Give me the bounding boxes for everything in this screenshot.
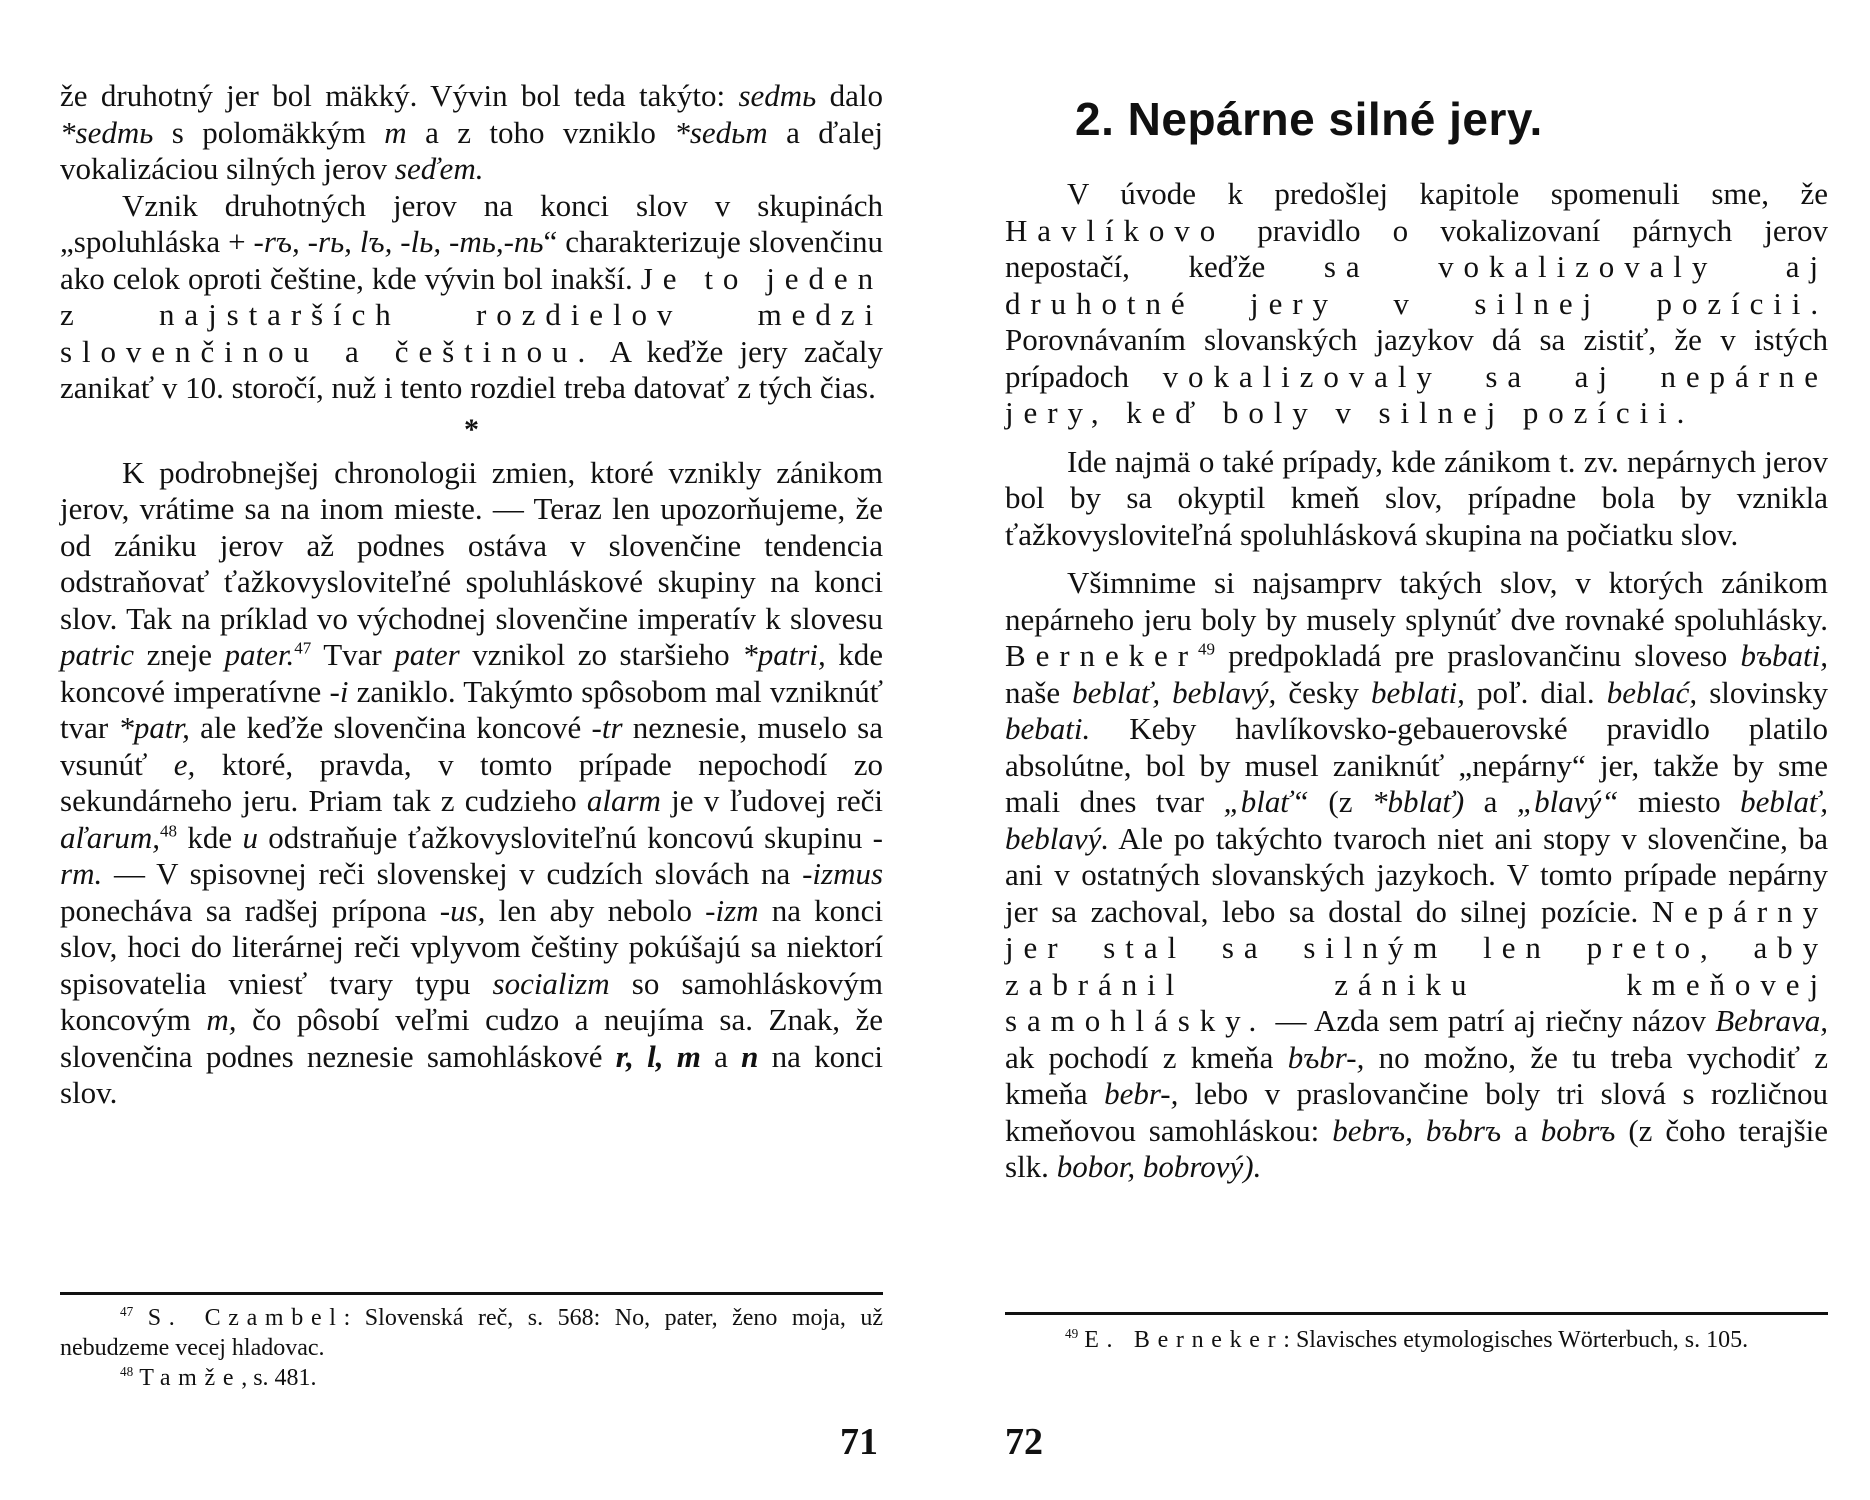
left-body-text — [60, 78, 883, 1112]
footnote-ref[interactable]: 48 — [159, 821, 178, 841]
section-title: 2. Nepárne silné jery. — [1075, 93, 1543, 145]
paragraph: že druhotný jer bol mäkký. Vývin bol teda takýto: sedmь dalo *sedmь s polomäkkým m a z toho vzniklo *sedьm a ďalej vokalizáciou silných jerov seďem. — [60, 78, 884, 186]
page-number: 72 — [1005, 1421, 1043, 1463]
paragraph: K podrobnejšej chronologii zmien, ktoré vznikly zánikom jerov, vrátime sa na inom mieste. — Teraz len upozorňujeme, že od zániku jerov až podnes ostáva v slovenčine tendencia odstraňovať ťažkovysloviteľné spoluhláskové skupiny na konci slov. Tak na príklad vo východnej slovenčine imperatív k slovesu patric zneje pater.$^{47}$ Tvar pater vznikol zo staršieho *patri, kde koncové imperatívne -i zaniklo. Takýmto spôsobom mal vzniknúť tvar *patr, ale keďže slovenčina koncové -tr neznesie, muselo sa vsunúť e, ktoré, pravda, v tomto prípade nepochodí zo sekundárneho jeru. Priam tak z cudzieho alarm je v ľudovej reči aľarum,$^{48}$ kde u odstraňuje ťažkovysloviteľnú koncovú skupinu -rm. — V spisovnej reči slovenskej v cudzích slovách na -izmus ponecháva sa radšej prípona -us, len aby nebolo -izm na konci slov, hoci do literárnej reči vplyvom češtiny pokúšajú sa niektorí spisovatelia vniesť tvary typu socializm so samohláskovým koncovým m, čo pôsobí veľmi cudzo a neujíma sa. Znak, že slovenčina podnes neznesie samohláskové r, l, m a n na konci slov. — [60, 454, 884, 1110]
right-body-text — [1005, 176, 1828, 1186]
paragraph: Ide najmä o také prípady, kde zánikom t. zv. nepárnych jerov bol by sa okyptil kmeň slov, prípadne bola by vznikla ťažkovysloviteľná spoluhlásková skupina na počiatku slov. — [1005, 443, 1828, 552]
left-page — [60, 0, 883, 1500]
right-page — [1005, 0, 1828, 1500]
page-number: 71 — [840, 1421, 878, 1463]
paragraph: Všimnime si najsamprv takých slov, v ktorých zánikom nepárneho jeru boly by musely splynúť dve rovnaké spoluhlásky. Berneker$^{49}$ predpokladá pre praslovančinu sloveso bъbati, naše beblať, beblavý, česky beblati, poľ. dial. beblać, slovinsky bebati. Keby havlíkovsko-gebauerovské pravidlo platilo absolútne, bol by musel zaniknúť „nepárny“ jer, takže by sme mali dnes tvar „blať“ (z *bblať) a „blavý“ miesto beblať, beblavý. Ale po takýchto tvaroch niet ani stopy v slovenčine, ba ani v ostatných slovanských jazykoch. V tomto prípade nepárny jer sa zachoval, lebo sa dostal do silnej pozície. Nepárny jer stal sa silným len preto, aby zabránil zániku kmeňovej samohlásky. — Azda sem patrí aj riečny názov Bebrava, ak pochodí z kmeňa bъbr-, no možno, že tu treba vychodiť z kmeňa bebr-, lebo v praslovančine boly tri slová s rozličnou kmeňovou samohláskou: bebrъ, bъbrъ a bobrъ (z čoho terajšie slk. bobor, bobrový). — [1005, 565, 1829, 1184]
right-footnotes — [1005, 1312, 1828, 1355]
footnote-48: $^{48}$ Tamže, s. 481. — [120, 1364, 317, 1391]
footnote-49: $^{49}$ E. Berneker: Slavisches etymologisches Wörterbuch, s. 105. — [1065, 1326, 1749, 1353]
section-separator-star: * — [464, 412, 479, 446]
footnote-rule — [1005, 1312, 1828, 1315]
paragraph: V úvode k predošlej kapitole spomenuli sme, že Havlíkovo pravidlo o vokalizovaní párnych jerov nepostačí, keďže sa vokalizovaly aj druhotné jery v silnej pozícii. Porovnávaním slovanských jazykov dá sa zistiť, že v istých prípadoch vokalizovaly sa aj nepárne jery, keď boly v silnej pozícii. — [1005, 176, 1829, 430]
footnote-47: $^{47}$ S. Czambel: Slovenská reč, s. 568: No, pater, ženo moja, už nebudzeme vecej hladovac. — [60, 1304, 884, 1361]
footnote-ref[interactable]: 47 — [294, 638, 312, 658]
paragraph: Vznik druhotných jerov na konci slov v skupinách „spoluhláska + -rъ, -rь, lъ, -lь, -mь,-nь“ charakterizuje slovenčinu ako celok oproti češtine, kde vývin bol inakší. Je to jeden z najstarších rozdielov medzi slovenčinou a češtinou. A keďže jery začaly zanikať v 10. storočí, nuž i tento rozdiel treba datovať z tých čias. — [60, 187, 884, 405]
footnote-rule — [60, 1292, 883, 1295]
left-footnotes — [60, 1292, 883, 1393]
footnote-ref[interactable]: 49 — [1197, 639, 1215, 659]
